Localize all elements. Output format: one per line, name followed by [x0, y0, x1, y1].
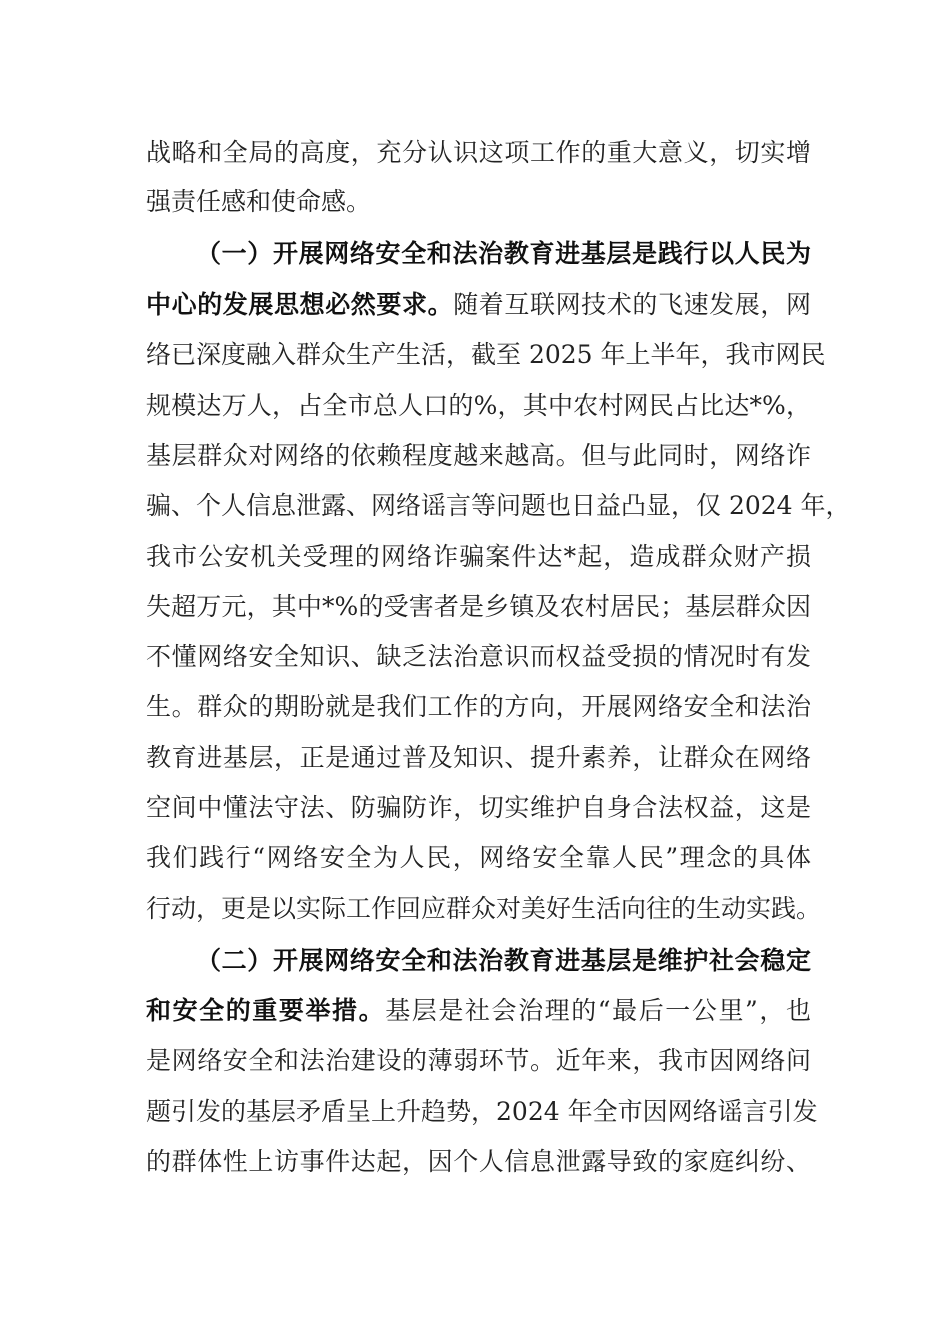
section2-heading-line2 — [146, 994, 811, 1028]
section2-line: 是网络安全和法治建设的薄弱环节。近年来，我市因网络问 — [146, 1046, 811, 1075]
section1-line: 生。群众的期盼就是我们工作的方向，开展网络安全和法治 — [146, 692, 811, 721]
section1-line: 基层群众对网络的依赖程度越来越高。但与此同时，网络诈 — [146, 441, 811, 470]
intro-line-2: 强责任感和使命感。 — [146, 187, 372, 216]
section2-line: 题引发的基层矛盾呈上升趋势，2024 年全市因网络谣言引发 — [146, 1097, 818, 1126]
section1-line: 规模达万人，占全市总人口的%，其中农村网民占比达*%， — [146, 391, 811, 420]
section1-line: 我们践行“网络安全为人民，网络安全靠人民”理念的具体 — [146, 843, 811, 872]
section1-line: 行动，更是以实际工作回应群众对美好生活向往的生动实践。 — [146, 894, 822, 923]
section2-heading-bold: 和安全的重要举措。 — [146, 996, 386, 1025]
section1-heading-bold: 中心的发展思想必然要求。 — [146, 290, 454, 319]
section1-line: 失超万元，其中*%的受害者是乡镇及农村居民；基层群众因 — [146, 592, 811, 621]
section1-line: 教育进基层，正是通过普及知识、提升素养，让群众在网络 — [146, 743, 811, 772]
section2-heading-rest: 基层是社会治理的“最后一公里”，也 — [385, 996, 811, 1025]
section2-line: 的群体性上访事件达起，因个人信息泄露导致的家庭纠纷、 — [146, 1147, 811, 1176]
section1-line: 空间中懂法守法、防骗防诈，切实维护自身合法权益，这是 — [146, 793, 811, 822]
section1-heading-line2 — [146, 288, 811, 322]
intro-line-1: 战略和全局的高度，充分认识这项工作的重大意义，切实增 — [146, 138, 811, 167]
section1-heading-rest: 随着互联网技术的飞速发展，网 — [453, 290, 811, 319]
section1-line: 我市公安机关受理的网络诈骗案件达*起，造成群众财产损 — [146, 542, 811, 571]
section1-line: 不懂网络安全知识、缺乏法治意识而权益受损的情况时有发 — [146, 642, 811, 671]
section1-line: 骗、个人信息泄露、网络谣言等问题也日益凸显，仅 2024 年， — [146, 491, 851, 520]
section1-line: 络已深度融入群众生产生活，截至 2025 年上半年，我市网民 — [146, 340, 826, 369]
section1-heading-line1: （一）开展网络安全和法治教育进基层是践行以人民为 — [196, 239, 811, 268]
section2-heading-line1: （二）开展网络安全和法治教育进基层是维护社会稳定 — [196, 946, 811, 975]
